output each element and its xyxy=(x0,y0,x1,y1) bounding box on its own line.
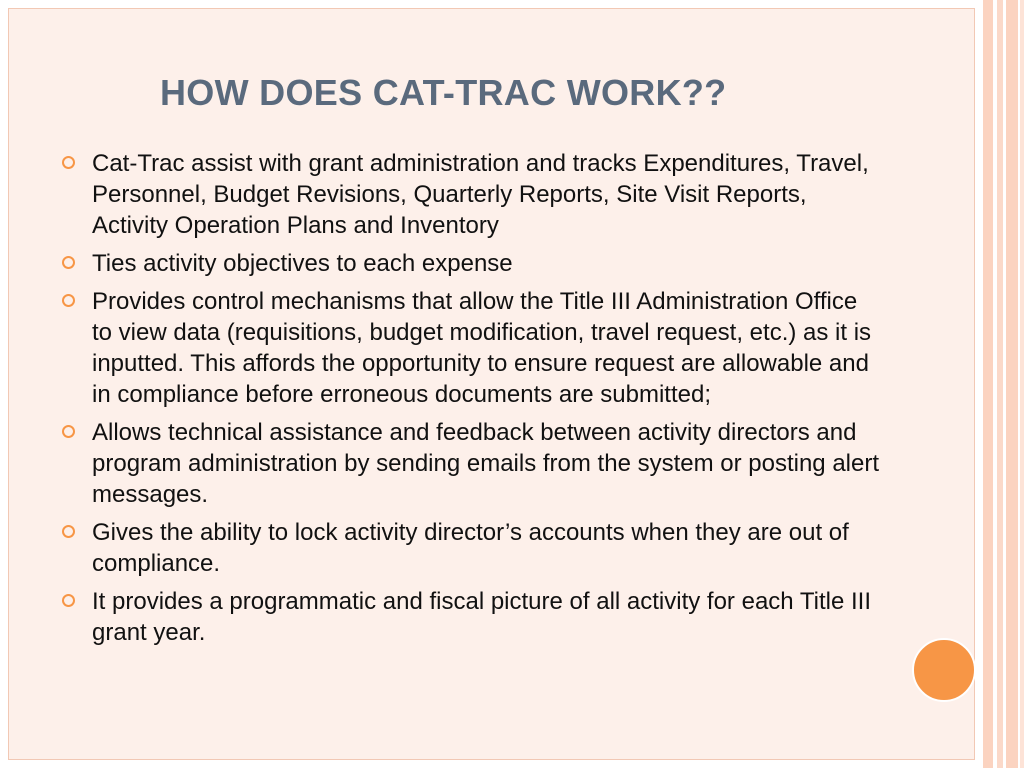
bullet-text: Provides control mechanisms that allow the Title III Administration Office to view data (requisitions, budget modification, travel request, etc.) as it is inputted. This affords the opportunity to ensure request are allowable and in compliance before erroneous documents are submitted; xyxy=(92,288,872,408)
bullet-item xyxy=(62,286,882,410)
bullet-circle-icon xyxy=(62,256,75,269)
bullet-text: Gives the ability to lock activity director’s accounts when they are out of compliance. xyxy=(92,519,849,577)
bullet-circle-icon xyxy=(62,294,75,307)
bullet-circle-icon xyxy=(62,156,75,169)
bullet-text: It provides a programmatic and fiscal picture of all activity for each Title III grant year. xyxy=(92,588,871,646)
bullet-circle-icon xyxy=(62,425,75,438)
decorative-stripe xyxy=(1020,0,1024,768)
bullet-item xyxy=(62,148,882,241)
bullet-item xyxy=(62,586,882,648)
bullet-item xyxy=(62,417,882,510)
bullet-item xyxy=(62,517,882,579)
decorative-stripe xyxy=(983,0,993,768)
bullet-text: Allows technical assistance and feedback between activity directors and program administration by sending emails from the system or posting alert messages. xyxy=(92,419,880,508)
bullet-text: Cat-Trac assist with grant administration and tracks Expenditures, Travel, Personnel, Budget Revisions, Quarterly Reports, Site Visit Reports, Activity Operation Plans and Inventory xyxy=(92,150,869,239)
orange-circle-decoration xyxy=(912,638,976,702)
decorative-stripe xyxy=(1006,0,1018,768)
bullet-item xyxy=(62,248,882,279)
bullet-circle-icon xyxy=(62,525,75,538)
bullet-text: Ties activity objectives to each expense xyxy=(92,250,513,277)
slide-title: HOW DOES CAT-TRAC WORK?? xyxy=(160,72,727,113)
decorative-stripe xyxy=(997,0,1003,768)
bullet-list xyxy=(62,148,882,655)
bullet-circle-icon xyxy=(62,594,75,607)
